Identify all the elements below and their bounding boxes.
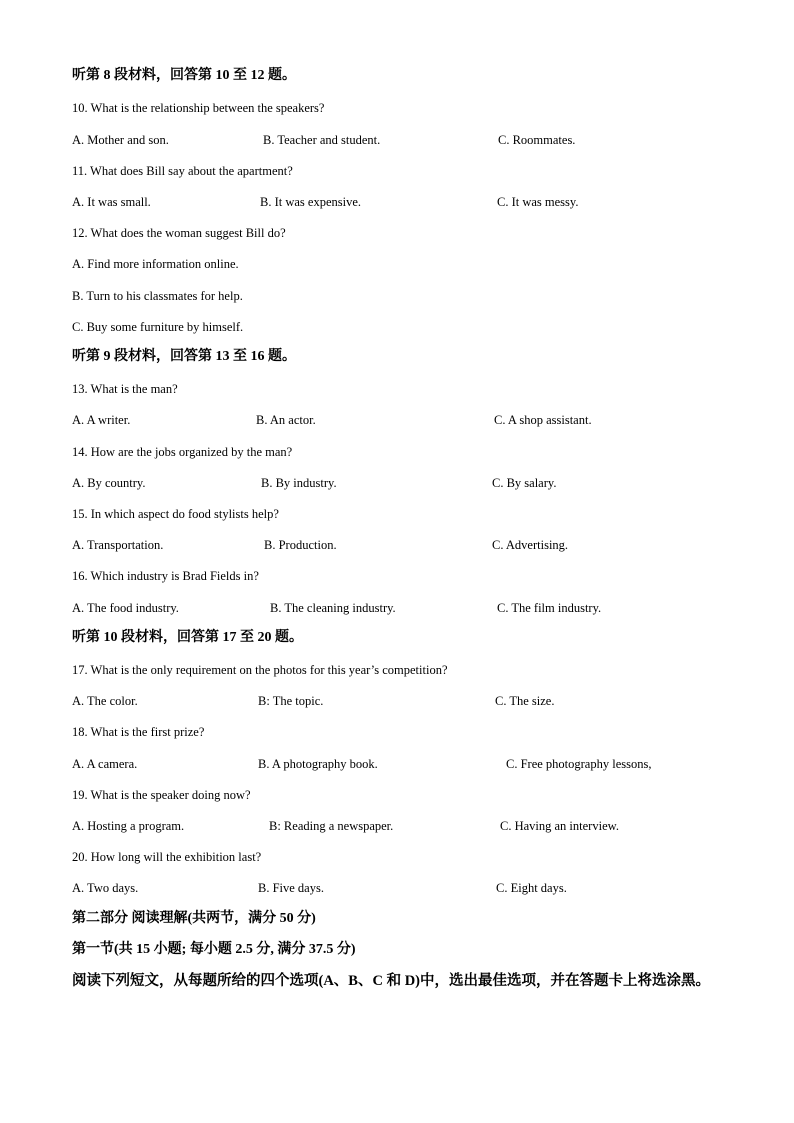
option-c: C. It was messy.: [497, 195, 579, 209]
option-c: C. Free photography lessons,: [506, 757, 652, 771]
option-a: A. Hosting a program.: [72, 819, 185, 833]
option-b: B. Production.: [264, 538, 337, 552]
option-a: A. A camera.: [72, 757, 138, 771]
option-a: A. By country.: [72, 476, 146, 490]
question-19: 19. What is the speaker doing now?: [72, 788, 251, 802]
reading-instruction: 阅读下列短文，从每题所给的四个选项(A、B、C 和 D)中，选出最佳选项，并在答题卡上将选涂黑。: [72, 973, 710, 989]
option-a: A. The color.: [72, 694, 138, 708]
question-10: 10. What is the relationship between the speakers?: [72, 101, 325, 115]
question-15: 15. In which aspect do food stylists help?: [72, 507, 279, 521]
option-12-b: B. Turn to his classmates for help.: [72, 289, 243, 303]
option-c: C. The size.: [495, 694, 555, 708]
option-b: B: Reading a newspaper.: [269, 819, 394, 833]
option-b: B. The cleaning industry.: [270, 601, 396, 615]
section-heading-10: 听第 10 段材料，回答第 17 至 20 题。: [72, 630, 303, 645]
option-a: A. Transportation.: [72, 538, 164, 552]
option-c: C. A shop assistant.: [494, 413, 592, 427]
option-b: B. Five days.: [258, 881, 324, 895]
part-two-title: 第二部分 阅读理解(共两节，满分 50 分): [72, 911, 316, 926]
section-heading-9: 听第 9 段材料，回答第 13 至 16 题。: [72, 349, 296, 364]
option-a: A. A writer.: [72, 413, 131, 427]
option-b: B. By industry.: [261, 476, 337, 490]
option-b: B. Teacher and student.: [263, 133, 381, 147]
option-c: C. By salary.: [492, 476, 557, 490]
option-c: C. Having an interview.: [500, 819, 619, 833]
option-b: B: The topic.: [258, 694, 324, 708]
question-11: 11. What does Bill say about the apartment?: [72, 164, 293, 178]
section-heading-8: 听第 8 段材料，回答第 10 至 12 题。: [72, 68, 296, 83]
option-12-c: C. Buy some furniture by himself.: [72, 320, 244, 334]
option-a: A. The food industry.: [72, 601, 179, 615]
question-17: 17. What is the only requirement on the photos for this year’s competition?: [72, 663, 448, 677]
question-16: 16. Which industry is Brad Fields in?: [72, 569, 259, 583]
option-b: B. An actor.: [256, 413, 316, 427]
option-a: A. It was small.: [72, 195, 151, 209]
question-18: 18. What is the first prize?: [72, 725, 205, 739]
option-c: C. Roommates.: [498, 133, 576, 147]
option-b: B. A photography book.: [258, 757, 378, 771]
option-c: C. Advertising.: [492, 538, 569, 552]
question-14: 14. How are the jobs organized by the man?: [72, 445, 293, 459]
question-20: 20. How long will the exhibition last?: [72, 850, 262, 864]
option-c: C. Eight days.: [496, 881, 567, 895]
question-13: 13. What is the man?: [72, 382, 178, 396]
option-a: A. Two days.: [72, 881, 139, 895]
option-a: A. Mother and son.: [72, 133, 169, 147]
option-12-a: A. Find more information online.: [72, 257, 239, 271]
option-b: B. It was expensive.: [260, 195, 362, 209]
section-one-title: 第一节(共 15 小题; 每小题 2.5 分, 满分 37.5 分): [72, 942, 356, 957]
option-c: C. The film industry.: [497, 601, 602, 615]
question-12: 12. What does the woman suggest Bill do?: [72, 226, 286, 240]
